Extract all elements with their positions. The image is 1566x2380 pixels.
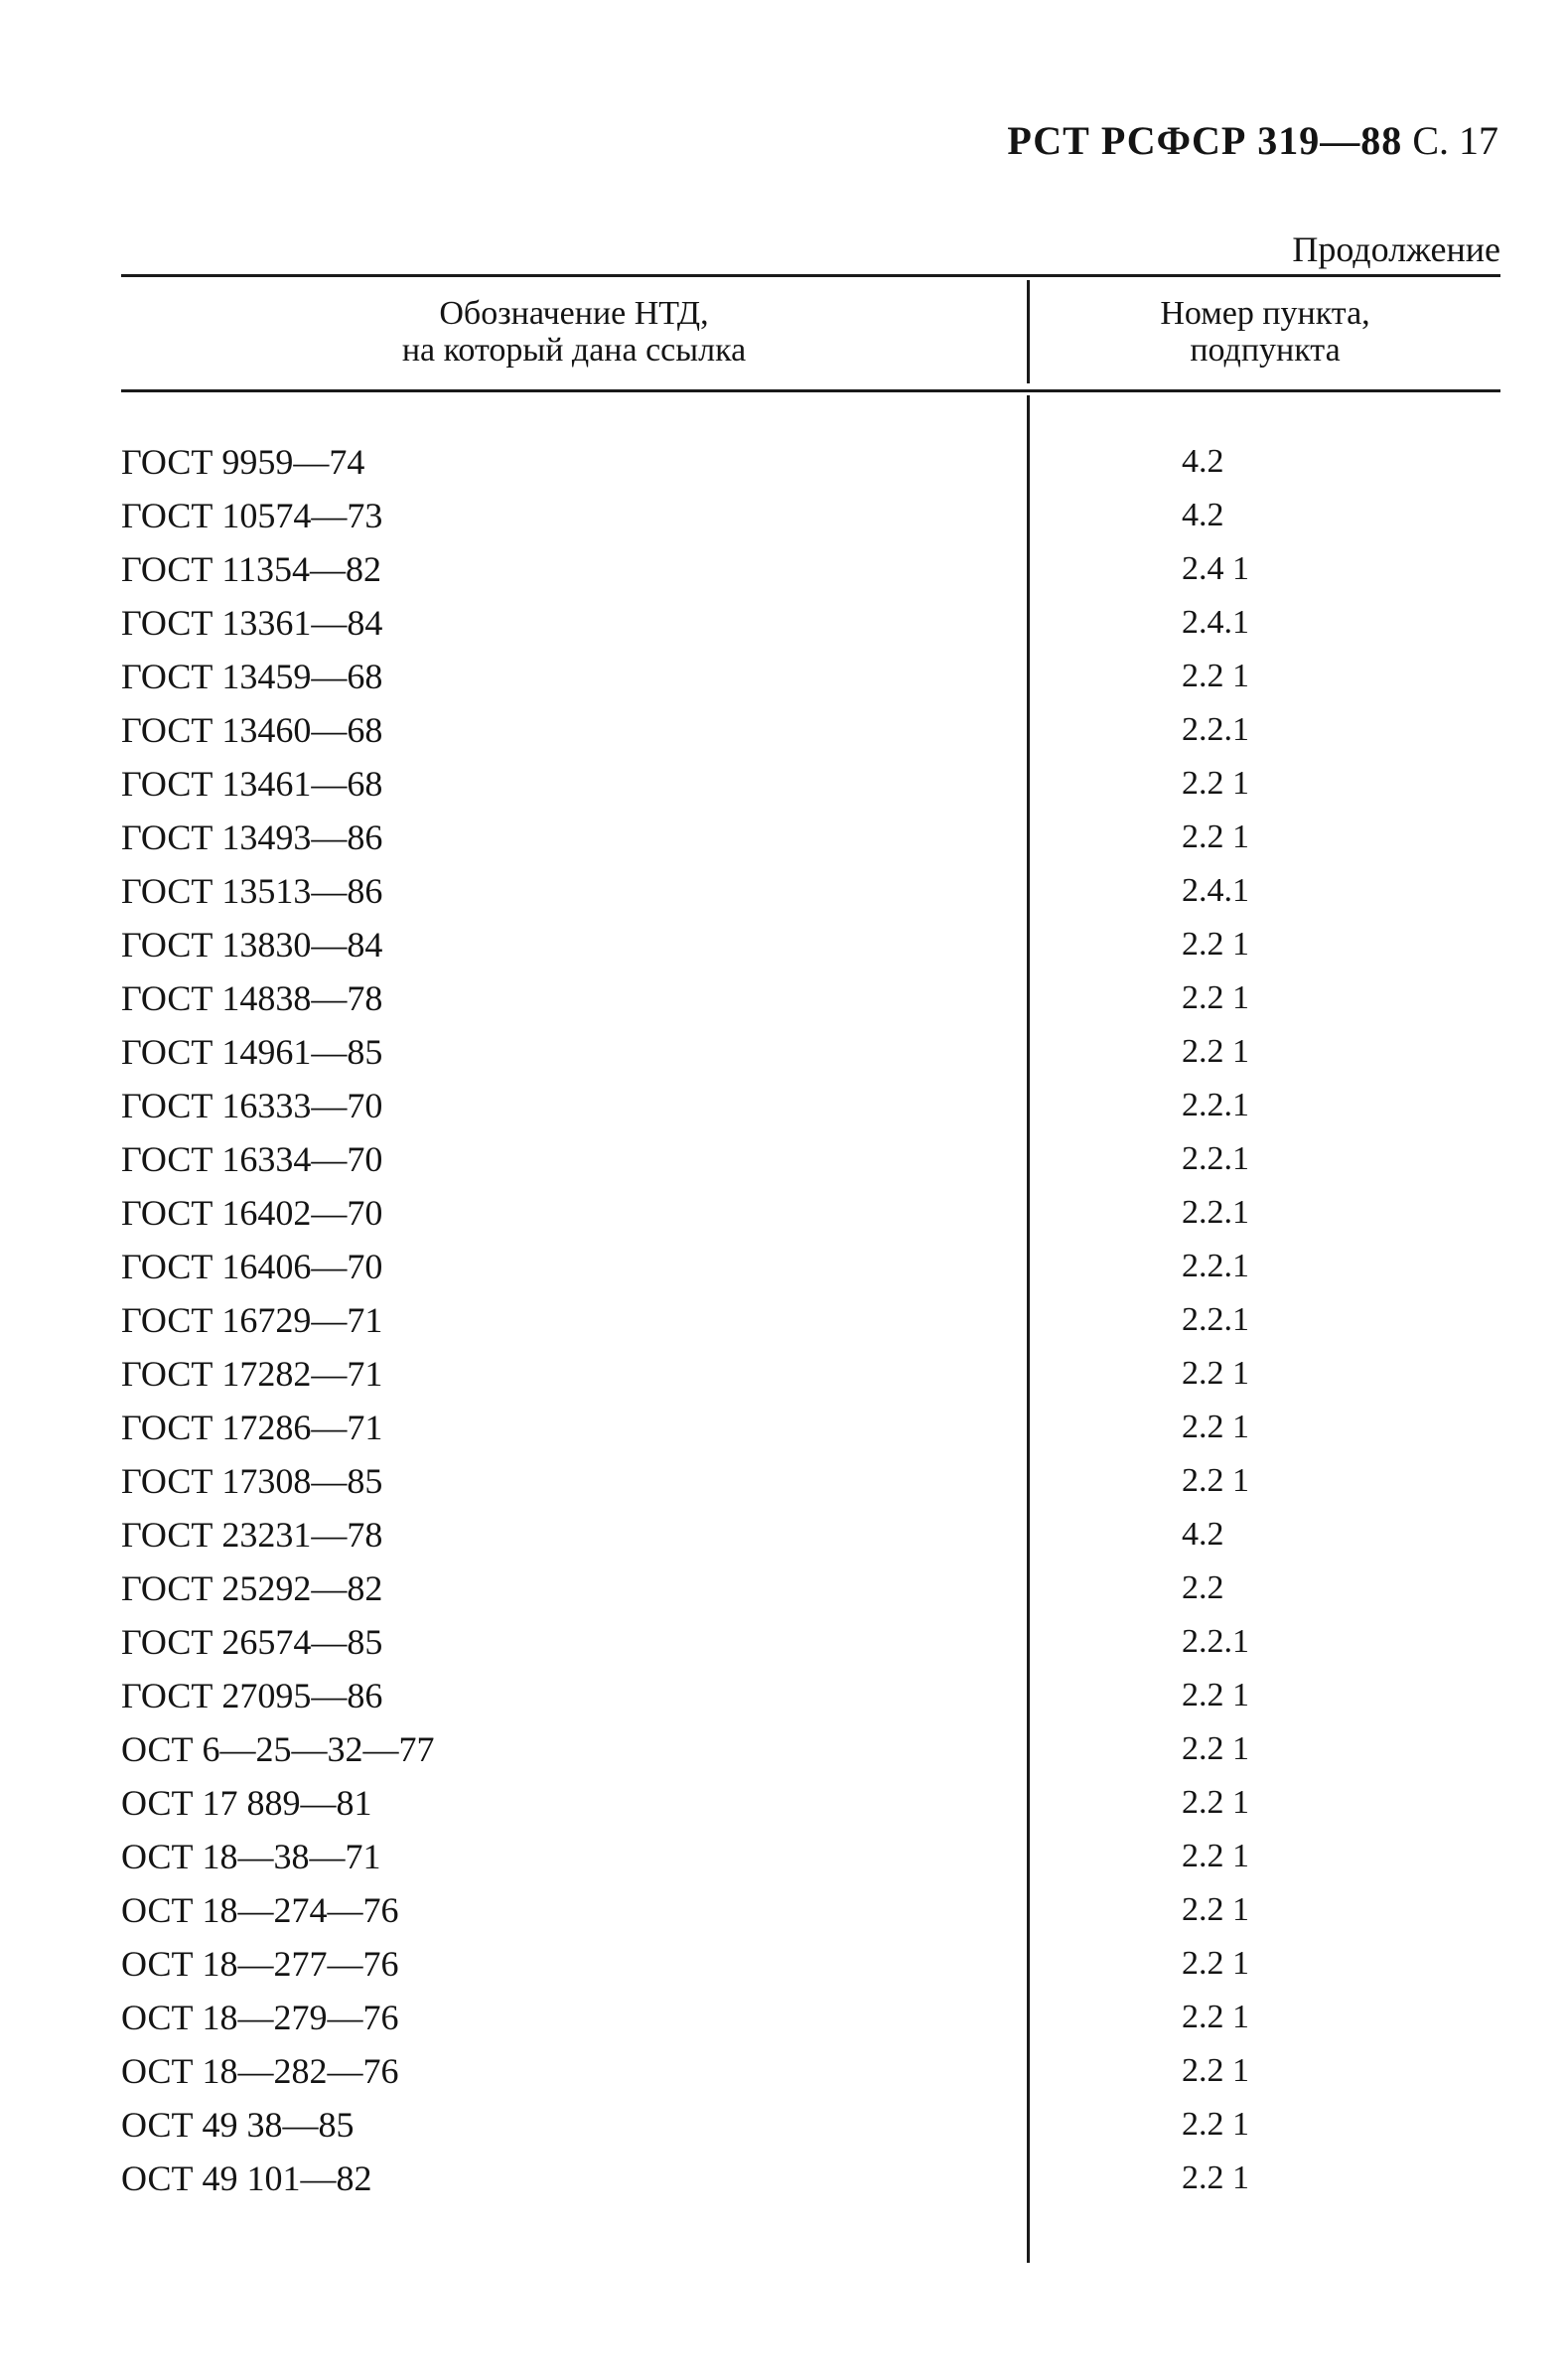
table-row — [0, 1079, 1566, 1132]
document-designation: ГОСТ 14838—78 — [121, 978, 383, 1018]
column-header-line: Номер пункта, — [1160, 295, 1370, 332]
clause-number: 2.2 1 — [1182, 1033, 1249, 1070]
clause-number: 2.2 1 — [1182, 2106, 1249, 2143]
page-number: С. 17 — [1412, 118, 1498, 163]
table-row — [0, 1937, 1566, 1991]
table-row — [0, 1347, 1566, 1401]
document-designation: ОСТ 18—277—76 — [121, 1944, 399, 1984]
clause-number: 2.2 1 — [1182, 979, 1249, 1016]
clause-number: 2.2 1 — [1182, 1677, 1249, 1713]
page-header — [1007, 117, 1498, 164]
document-designation: ГОСТ 27095—86 — [121, 1676, 383, 1715]
document-designation: ГОСТ 13461—68 — [121, 764, 383, 804]
document-designation: ГОСТ 25292—82 — [121, 1568, 383, 1608]
column-header-line: подпункта — [1190, 332, 1341, 369]
document-designation: ГОСТ 13460—68 — [121, 710, 383, 750]
table-row — [0, 1132, 1566, 1186]
document-designation: ГОСТ 16729—71 — [121, 1300, 383, 1340]
clause-number: 2.2 1 — [1182, 1730, 1249, 1767]
table-row — [0, 918, 1566, 971]
table-row — [0, 1025, 1566, 1079]
table-row — [0, 596, 1566, 650]
header-bottom-rule — [121, 389, 1500, 392]
clause-number: 2.2.1 — [1182, 1194, 1249, 1231]
table-top-rule — [121, 274, 1500, 277]
clause-number: 2.2.1 — [1182, 1301, 1249, 1338]
column-header-clause — [1030, 295, 1500, 369]
clause-number: 2.2 1 — [1182, 658, 1249, 694]
clause-number: 2.2 1 — [1182, 2052, 1249, 2089]
document-designation: ГОСТ 13493—86 — [121, 818, 383, 857]
document-designation: ГОСТ 13459—68 — [121, 657, 383, 696]
table-row — [0, 1883, 1566, 1937]
document-designation: ОСТ 18—274—76 — [121, 1890, 399, 1930]
clause-number: 2.2 1 — [1182, 926, 1249, 963]
clause-number: 2.2 1 — [1182, 1355, 1249, 1392]
clause-number: 2.2.1 — [1182, 1248, 1249, 1284]
column-header-designation — [121, 295, 1027, 369]
table-row — [0, 2098, 1566, 2152]
table-row — [0, 757, 1566, 811]
clause-number: 2.2.1 — [1182, 1140, 1249, 1177]
clause-number: 2.2.1 — [1182, 711, 1249, 748]
clause-number: 2.2 1 — [1182, 818, 1249, 855]
document-designation: ОСТ 49 101—82 — [121, 2158, 372, 2198]
document-designation: ОСТ 18—282—76 — [121, 2051, 399, 2091]
table-row — [0, 1776, 1566, 1830]
table-row — [0, 650, 1566, 703]
table-row — [0, 1669, 1566, 1722]
table-row — [0, 1508, 1566, 1562]
table-row — [0, 1454, 1566, 1508]
clause-number: 2.2 1 — [1182, 1891, 1249, 1928]
clause-number: 2.2 — [1182, 1569, 1224, 1606]
continuation-label: Продолжение — [1292, 229, 1500, 269]
clause-number: 4.2 — [1182, 497, 1224, 533]
document-designation: ГОСТ 16406—70 — [121, 1247, 383, 1286]
document-designation: ГОСТ 10574—73 — [121, 496, 383, 535]
document-designation: ГОСТ 17282—71 — [121, 1354, 383, 1394]
clause-number: 2.4.1 — [1182, 604, 1249, 641]
clause-number: 4.2 — [1182, 1516, 1224, 1553]
document-designation: ГОСТ 23231—78 — [121, 1515, 383, 1555]
table-row — [0, 2044, 1566, 2098]
document-designation: ОСТ 49 38—85 — [121, 2105, 355, 2145]
document-designation: ГОСТ 16333—70 — [121, 1086, 383, 1125]
table-row — [0, 1186, 1566, 1240]
document-designation: ГОСТ 13513—86 — [121, 871, 383, 911]
table-row — [0, 864, 1566, 918]
column-header-line: Обозначение НТД, — [439, 295, 709, 332]
table-row — [0, 2152, 1566, 2205]
document-designation: ГОСТ 14961—85 — [121, 1032, 383, 1072]
table-row — [0, 1562, 1566, 1615]
clause-number: 2.2 1 — [1182, 1838, 1249, 1874]
column-header-line: на который дана ссылка — [401, 332, 747, 369]
clause-number: 2.2 1 — [1182, 1462, 1249, 1499]
document-designation: ГОСТ 16334—70 — [121, 1139, 383, 1179]
table-row — [0, 811, 1566, 864]
clause-number: 2.2 1 — [1182, 765, 1249, 802]
table-row — [0, 1722, 1566, 1776]
clause-number: 2.2.1 — [1182, 1087, 1249, 1123]
table-row — [0, 489, 1566, 542]
table-row — [0, 1991, 1566, 2044]
document-designation: ГОСТ 9959—74 — [121, 442, 365, 482]
document-designation: ГОСТ 17286—71 — [121, 1408, 383, 1447]
document-designation: ГОСТ 13830—84 — [121, 925, 383, 965]
standard-number: РСТ РСФСР 319—88 — [1007, 118, 1403, 163]
table-row — [0, 435, 1566, 489]
document-designation: ГОСТ 16402—70 — [121, 1193, 383, 1233]
table-row — [0, 1830, 1566, 1883]
clause-number: 4.2 — [1182, 443, 1224, 480]
document-designation: ГОСТ 17308—85 — [121, 1461, 383, 1501]
document-designation: ОСТ 18—38—71 — [121, 1837, 381, 1876]
clause-number: 2.4.1 — [1182, 872, 1249, 909]
table-row — [0, 1401, 1566, 1454]
clause-number: 2.2 1 — [1182, 1999, 1249, 2035]
table-row — [0, 1240, 1566, 1293]
clause-number: 2.2 1 — [1182, 1409, 1249, 1445]
table-row — [0, 971, 1566, 1025]
clause-number: 2.2 1 — [1182, 2159, 1249, 2196]
document-designation: ГОСТ 26574—85 — [121, 1622, 383, 1662]
document-designation: ГОСТ 11354—82 — [121, 549, 382, 589]
clause-number: 2.4 1 — [1182, 550, 1249, 587]
document-designation: ГОСТ 13361—84 — [121, 603, 383, 643]
table-row — [0, 703, 1566, 757]
table-row — [0, 1615, 1566, 1669]
clause-number: 2.2.1 — [1182, 1623, 1249, 1660]
document-designation: ОСТ 17 889—81 — [121, 1783, 372, 1823]
table-body — [0, 435, 1566, 2205]
table-row — [0, 1293, 1566, 1347]
document-designation: ОСТ 6—25—32—77 — [121, 1729, 435, 1769]
document-designation: ОСТ 18—279—76 — [121, 1998, 399, 2037]
clause-number: 2.2 1 — [1182, 1784, 1249, 1821]
clause-number: 2.2 1 — [1182, 1945, 1249, 1982]
table-row — [0, 542, 1566, 596]
